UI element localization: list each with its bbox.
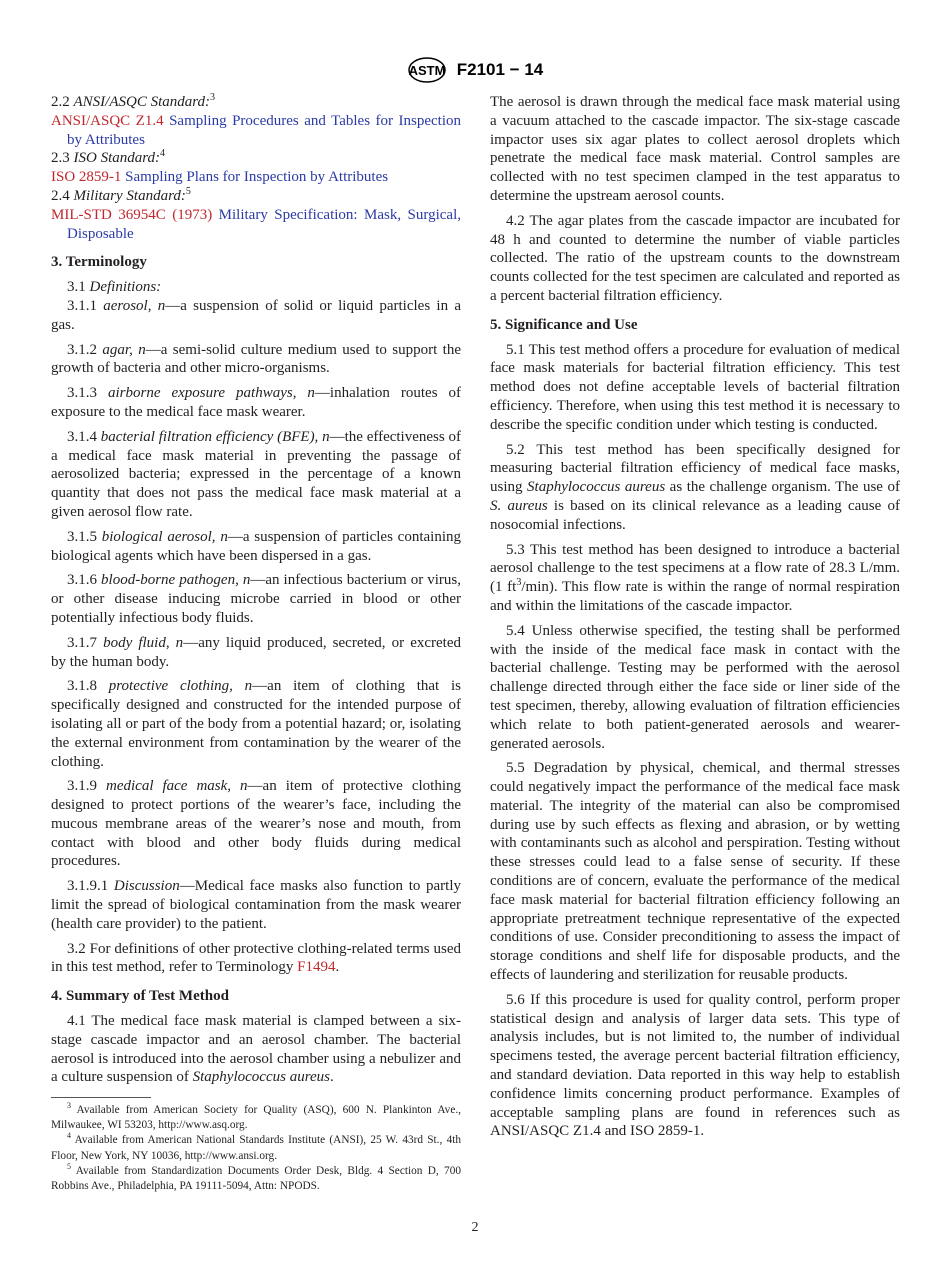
text-run: 3.1.7 [67, 634, 104, 651]
italic-term: Discussion [113, 878, 180, 895]
reference-entry [51, 93, 461, 112]
superscript: 3 [210, 92, 216, 103]
reference-link[interactable]: Sampling Procedures and Tables for Inspection by Attributes [67, 112, 461, 148]
text-run: Available from American National Standards Institute (ANSI), 25 W. 43rd St., 4th Floor, New York, NY 10036, http://www.ansi.org. [51, 1134, 461, 1162]
text-run: 3.1.9 [67, 778, 106, 795]
text-run: 2.3 [51, 150, 74, 167]
text-run: 3.1.8 [67, 678, 109, 695]
text-run: 3. Terminology [51, 254, 147, 271]
italic-term: biological aerosol, n [101, 528, 228, 545]
footnote-divider [51, 1097, 151, 1098]
reference-link[interactable]: Sampling Plans for Inspection by Attributes [121, 169, 389, 186]
superscript: 5 [185, 185, 191, 197]
paragraph [490, 622, 900, 754]
text-run: 5. Significance and Use [490, 316, 638, 333]
reference-link[interactable]: MIL-STD 36954C (1973) [51, 206, 213, 223]
footnotes [51, 1103, 461, 1194]
reference-entry [51, 112, 461, 150]
text-run: 2.4 [51, 187, 74, 204]
italic-term: medical face mask, n [106, 778, 248, 795]
astm-logo-icon [407, 56, 447, 84]
reference-entry [51, 187, 461, 206]
text-run: —an infectious bacterium or virus, or other disease inducing microbe carried in blood or other potentially infectious body fluids. [51, 572, 462, 626]
superscript: 4 [160, 148, 166, 160]
text-run: —an item of clothing that is specifically designed and constructed for the intended purpose of isolating all or part of the body from a potential hazard; or, isolating the external environment from contamination by the wearer of the clothing. [51, 678, 461, 770]
paragraph [51, 1164, 461, 1194]
text-run: 3.1.5 [67, 528, 102, 545]
svg-text:ASTM: ASTM [408, 63, 446, 78]
section-heading [51, 253, 461, 272]
reference-entry [51, 149, 461, 168]
text-run: . [329, 1069, 334, 1086]
paragraph [51, 571, 461, 627]
paragraph [51, 384, 461, 422]
text-run: as the challenge organism. The use of [665, 479, 900, 496]
italic-term: Military Standard: [73, 187, 186, 204]
paragraph [51, 677, 461, 771]
text-run: —a suspension of particles containing biological agents which have been dispersed in a gas. [51, 528, 461, 564]
italic-term: ISO Standard: [73, 150, 161, 167]
paragraph [51, 428, 461, 522]
text-run: Available from American Society for Quality (ASQ), 600 N. Plankinton Ave., Milwaukee, WI 53203, http://www.asq.org. [51, 1104, 461, 1132]
text-run: —inhalation routes of exposure to the medical face mask wearer. [51, 385, 462, 420]
text-run: 3.1 [67, 279, 90, 296]
text-run: —a suspension of solid or liquid particles in a gas. [51, 297, 461, 333]
text-run: . [335, 959, 340, 976]
paragraph [490, 441, 900, 535]
text-run: 5.3 This test method has been designed to introduce a bacterial aerosol challenge to the test specimens at a flow rate of 28.3 L/mm. (1 ft [490, 541, 900, 596]
paragraph [490, 541, 900, 616]
text-run: Available from Standardization Documents Order Desk, Bldg. 4 Section D, 700 Robbins Ave., Philadelphia, PA 19111-5094, Attn: NPODS. [51, 1164, 461, 1193]
text-run: —Medical face masks also function to partly limit the spread of biological contamination from the mask wearer (health care provider) to the patient. [51, 878, 461, 932]
paragraph [490, 341, 900, 435]
italic-term: ANSI/ASQC Standard: [73, 94, 211, 110]
paragraph [51, 877, 461, 933]
text-run: 4. Summary of Test Method [51, 988, 229, 1005]
text-run: is based on its clinical relevance as a leading cause of nosocomial infections. [490, 497, 900, 533]
superscript: 3 [67, 1101, 71, 1111]
superscript: 5 [67, 1162, 71, 1172]
italic-term: S. aureus [490, 497, 548, 514]
italic-term: Definitions: [89, 279, 162, 296]
italic-term: blood-borne pathogen, n [101, 572, 251, 589]
reference-link[interactable]: ISO 2859-1 [51, 169, 122, 186]
italic-term: Staphylococcus aureus [527, 479, 666, 496]
text-run: 3.2 For definitions of other protective clothing-related terms used in this test method, refer to Terminology [51, 940, 461, 976]
paragraph [51, 1133, 461, 1163]
text-run: 2.2 [51, 94, 74, 110]
text-run: 5.2 This test method has been specifically designed for measuring bacterial filtration efficiency of medical face masks, using [490, 441, 900, 496]
italic-term: body fluid, n [103, 634, 184, 651]
text-run: 3.1.4 [67, 428, 101, 445]
text-run: 3.1.2 [67, 341, 103, 358]
reference-link[interactable]: F1494 [297, 959, 336, 976]
reference-entry [51, 206, 461, 244]
text-run: 3.1.3 [67, 385, 108, 402]
italic-term: agar, n [102, 341, 146, 358]
paragraph [51, 777, 461, 871]
document-code: F2101 − 14 [456, 60, 544, 79]
text-run: 3.1.6 [67, 572, 102, 589]
text-run: —a semi-solid culture medium used to support the growth of bacteria and other micro-organisms. [51, 341, 461, 377]
left-column [51, 93, 461, 1093]
text-run: 4.2 The agar plates from the cascade impactor are incubated for 48 h and counted to determine the number of viable particles collected. The ratio of the upstream counts to the downstream counts collected for the test specimen are calculated and reported as a percent bacterial filtration efficiency. [490, 212, 900, 304]
reference-entry [51, 168, 461, 187]
page-number: 2 [471, 1220, 479, 1235]
section-heading [51, 987, 461, 1006]
text-run: —any liquid produced, secreted, or excreted by the human body. [51, 634, 462, 670]
superscript: 3 [516, 577, 522, 589]
paragraph [51, 297, 461, 335]
paragraph [51, 278, 461, 297]
text-run: —the effectiveness of a medical face mask material in preventing the passage of aerosolized bacteria; expressed in the percentage of a known quantity that does not pass the medical face mask material at a given aerosol flow rate. [51, 428, 461, 520]
text-run: 3.1.9.1 [67, 878, 114, 895]
right-column [490, 93, 900, 1147]
italic-term: Staphylococcus aureus [192, 1069, 330, 1086]
paragraph [51, 1012, 461, 1087]
text-run: —an item of protective clothing designed to protect portions of the wearer’s face, including the mucous membrane areas of the wearer’s nose and mouth, from contact with blood and other body fluids during medical procedures. [51, 778, 461, 870]
text-run: 5.6 If this procedure is used for quality control, perform proper statistical design and analysis of larger data sets. This type of analysis includes, but is not limited to, the number of individual specimens tested, the average percent bacterial filtration efficiency, and standard deviation. Data reported in this way help to establish confidence limits concerning product performance. Examples of acceptable sampling plans are found in references such as ANSI/ASQC Z1.4 and ISO 2859-1. [490, 991, 900, 1140]
paragraph [51, 634, 461, 672]
text-run: 5.5 Degradation by physical, chemical, and thermal stresses could negatively impact the performance of the medical face mask material. The integrity of the material can also be compromised during use by such effects as flexing and abrasion, or by wetting with contaminants such as alcohol and perspiration. Testing without these stresses could lead to a false sense of security. If these conditions are of concern, evaluate the performance of the medical face mask material for bacterial filtration efficiency following an appropriate pretreatment technique representative of the expected conditions of use. Consider preconditioning to assess the impact of storage conditions and shelf life for disposable products, and the effects of laundering and sterilization for reusable products. [490, 760, 900, 984]
text-run: 5.1 This test method offers a procedure for evaluation of medical face mask materials for bacterial filtration efficiency. This test method does not define acceptable levels of bacterial filtration efficiency. Therefore, when using this test method it is necessary to describe the specific condition under which testing is conducted. [490, 341, 900, 433]
reference-link[interactable]: Military Specification: Mask, Surgical, Disposable [67, 206, 462, 242]
text-run: 4.1 The medical face mask material is clamped between a six-stage cascade impactor and an aerosol chamber. The bacterial aerosol is introduced into the aerosol chamber using a nebulizer and a culture suspension of [51, 1013, 461, 1086]
paragraph [490, 759, 900, 985]
page-header [0, 56, 950, 84]
section-heading [490, 316, 900, 335]
reference-link[interactable]: ANSI/ASQC Z1.4 [51, 112, 164, 129]
text-run: The aerosol is drawn through the medical face mask material using a vacuum attached to the cascade impactor. The six-stage cascade impactor uses six agar plates to collect aerosol droplets which penetrate the medical face mask material. Control samples are collected with no test specimen clamped in the test apparatus to determine the upstream aerosol counts. [490, 94, 900, 204]
paragraph [490, 212, 900, 306]
paragraph [51, 940, 461, 978]
italic-term: protective clothing, n [108, 678, 253, 695]
paragraph [51, 341, 461, 379]
text-run: 5.4 Unless otherwise specified, the testing shall be performed with the inside of the medical face mask in contact with the bacterial challenge. Testing may be performed with the aerosol challenge directed through either the face side or liner side of the test specimen, thereby, allowing evaluation of filtration efficiencies which relate to both patient-generated aerosols and wearer-generated aerosols. [490, 622, 900, 752]
paragraph [490, 93, 900, 206]
superscript: 4 [67, 1131, 71, 1141]
italic-term: aerosol, n [103, 297, 166, 314]
text-run: /min). This flow rate is within the range of normal respiration and within the limitations of the cascade impactor. [490, 579, 900, 614]
italic-term: airborne exposure pathways, n [107, 385, 315, 402]
paragraph [51, 528, 461, 566]
paragraph [490, 991, 900, 1141]
paragraph [51, 1103, 461, 1133]
text-run: 3.1.1 [67, 297, 104, 314]
italic-term: bacterial filtration efficiency (BFE), n [100, 428, 330, 445]
